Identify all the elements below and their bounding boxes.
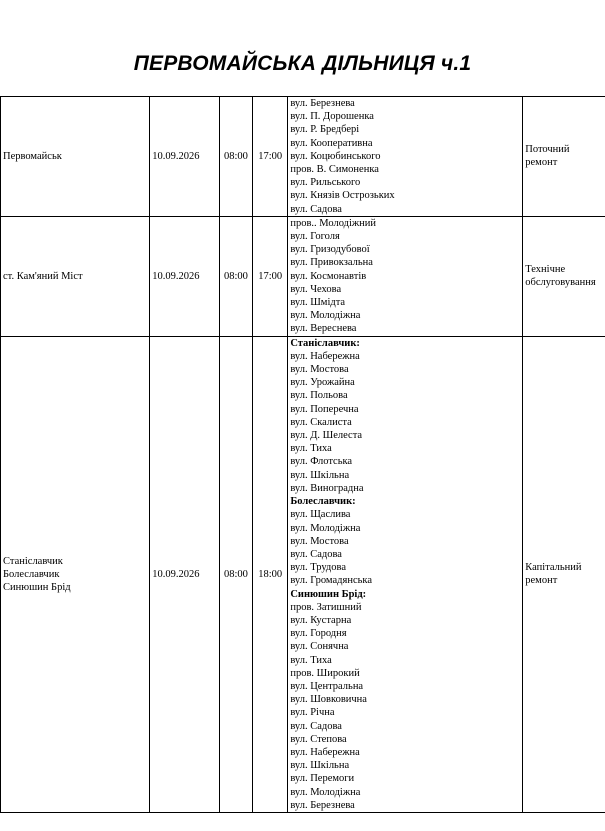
street-name: вул. Урожайна — [290, 377, 355, 389]
work-type-label: Технічне — [525, 264, 566, 276]
street-name: пров. Затишний — [290, 601, 362, 613]
work-type-label: обслуговування — [525, 277, 596, 289]
street-name: вул. Р. Бредбері — [290, 124, 360, 136]
table-row — [1, 97, 605, 217]
street-name: вул. Громадянська — [290, 575, 372, 587]
street-name: вул. Шмідта — [290, 297, 346, 309]
work-type-label: ремонт — [525, 157, 558, 169]
start-time-cell: 08:00 — [219, 97, 252, 217]
location-name: Синюшин Брід — [3, 581, 71, 593]
streets-cell — [288, 97, 523, 217]
street-name: пров. Широкий — [290, 667, 360, 679]
location-name: Первомайськ — [3, 150, 62, 162]
street-name: вул. Щаслива — [290, 509, 351, 521]
street-name: вул. Польова — [290, 390, 348, 402]
page-title: ПЕРВОМАЙСЬКА ДІЛЬНИЦЯ ч.1 — [133, 52, 472, 75]
street-name: вул. Поперечна — [290, 403, 359, 415]
work-type-label: Капітальний — [525, 562, 582, 574]
street-name: вул. Річна — [290, 707, 335, 719]
table-row — [1, 336, 605, 812]
work-type-cell — [523, 336, 605, 812]
street-name: вул. Городня — [290, 628, 347, 640]
end-time-cell: 17:00 — [253, 216, 288, 336]
date-cell: 10.09.2026 — [150, 97, 220, 217]
work-type-cell — [523, 216, 605, 336]
street-name: вул. Чехова — [290, 283, 342, 295]
location-name: ст. Кам'яний Міст — [3, 270, 83, 282]
street-name: вул. Садова — [290, 203, 342, 215]
street-name: пров.. Молодіжний — [290, 217, 377, 229]
end-time-cell: 17:00 — [253, 97, 288, 217]
street-name: вул. Космонавтів — [290, 270, 367, 282]
location-name: Болеславчик — [3, 568, 60, 580]
street-name: вул. Гризодубової — [290, 244, 370, 256]
date-cell: 10.09.2026 — [150, 336, 220, 812]
street-name: вул. Трудова — [290, 562, 346, 574]
street-name: вул. Кооперативна — [290, 137, 373, 149]
street-name: вул. Молодіжна — [290, 522, 361, 534]
location-cell — [1, 97, 150, 217]
work-type-label: Поточний — [525, 144, 570, 156]
settlement-heading: Болеславчик: — [290, 496, 356, 508]
street-name: вул. Березнева — [290, 799, 355, 811]
settlement-heading: Станіславчик: — [290, 337, 360, 349]
street-name: вул. Князів Острозьких — [290, 190, 395, 202]
start-time-cell: 08:00 — [219, 336, 252, 812]
schedule-body — [1, 97, 605, 813]
street-name: вул. Степова — [290, 733, 347, 745]
street-name: вул. Перемоги — [290, 773, 355, 785]
street-name: вул. Скалиста — [290, 416, 352, 428]
street-name: вул. Тиха — [290, 443, 332, 455]
street-name: вул. Рильського — [290, 177, 361, 189]
street-name: вул. Березнева — [290, 98, 355, 109]
location-name: Станіславчик — [3, 555, 63, 567]
street-name: вул. Коцюбинського — [290, 150, 381, 162]
street-name: вул. Виноградна — [290, 482, 364, 494]
street-name: вул. Тиха — [290, 654, 332, 666]
street-name: вул. Привокзальна — [290, 257, 373, 269]
street-name: вул. Вереснева — [290, 323, 357, 335]
work-type-label: ремонт — [525, 575, 558, 587]
street-name: вул. Садова — [290, 720, 342, 732]
street-name: вул. Мостова — [290, 535, 349, 547]
table-row — [1, 216, 605, 336]
location-cell — [1, 336, 150, 812]
street-name: вул. Кустарна — [290, 614, 352, 626]
outage-schedule-table — [0, 96, 605, 813]
street-name: вул. П. Дорошенка — [290, 111, 374, 123]
street-name: вул. Д. Шелеста — [290, 430, 363, 442]
date-cell: 10.09.2026 — [150, 216, 220, 336]
street-name: вул. Садова — [290, 548, 342, 560]
street-name: вул. Шовковична — [290, 694, 367, 706]
street-name: вул. Молодіжна — [290, 310, 361, 322]
end-time-cell: 18:00 — [253, 336, 288, 812]
street-name: вул. Сонячна — [290, 641, 349, 653]
streets-cell — [288, 336, 523, 812]
street-name: вул. Набережна — [290, 746, 360, 758]
location-cell — [1, 216, 150, 336]
start-time-cell: 08:00 — [219, 216, 252, 336]
street-name: вул. Шкільна — [290, 760, 350, 772]
street-name: вул. Шкільна — [290, 469, 350, 481]
street-name: вул. Гоголя — [290, 231, 340, 243]
street-name: вул. Молодіжна — [290, 786, 361, 798]
streets-cell — [288, 216, 523, 336]
street-name: вул. Флотська — [290, 456, 353, 468]
street-name: вул. Мостова — [290, 364, 349, 376]
street-name: вул. Центральна — [290, 680, 364, 692]
street-name: пров. В. Симоненка — [290, 164, 379, 176]
street-name: вул. Набережна — [290, 350, 360, 362]
work-type-cell — [523, 97, 605, 217]
settlement-heading: Синюшин Брід: — [290, 588, 367, 600]
